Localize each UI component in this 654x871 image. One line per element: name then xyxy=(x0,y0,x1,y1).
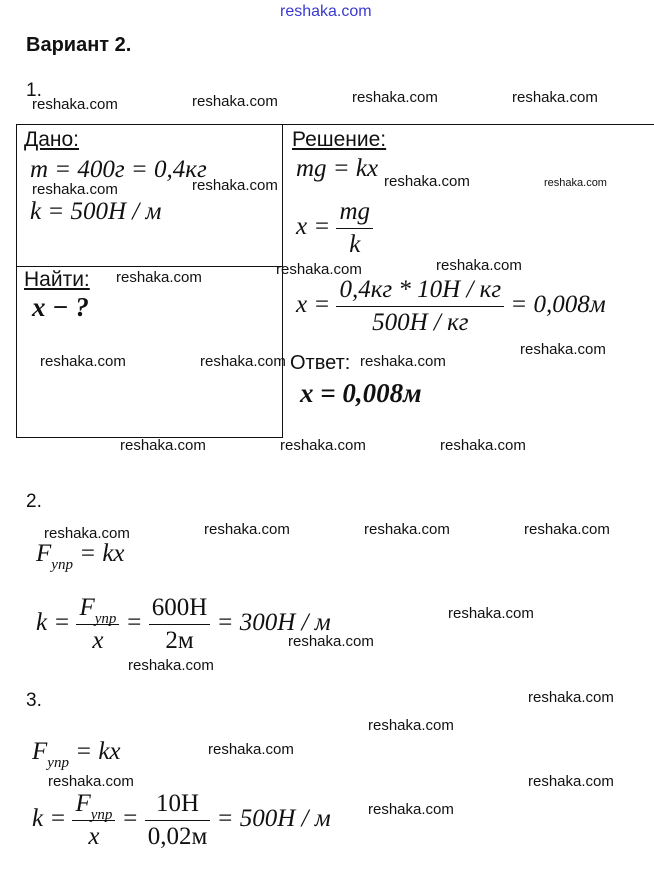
fraction-denominator: k xyxy=(349,231,361,258)
p3-k-eq: k = xyxy=(32,805,67,833)
table-left-border xyxy=(16,124,17,438)
solution-calculation xyxy=(296,276,606,337)
watermark: reshaka.com xyxy=(192,177,278,194)
p2-eq-rhs: = kx xyxy=(72,540,125,567)
watermark: reshaka.com xyxy=(352,89,438,106)
watermark: reshaka.com xyxy=(384,173,470,190)
problem-3-number: 3. xyxy=(26,690,42,711)
problem-2-number: 2. xyxy=(26,491,42,512)
watermark: reshaka.com xyxy=(288,633,374,650)
p2-k-eq: k = xyxy=(36,609,71,637)
p2-k-calculation xyxy=(36,594,331,655)
page-title: Вариант 2. xyxy=(26,34,132,56)
problem-1-number: 1. xyxy=(26,80,42,101)
given-mass: m = 400г = 0,4кг xyxy=(30,156,207,183)
watermark: reshaka.com xyxy=(204,521,290,538)
watermark: reshaka.com xyxy=(544,177,607,189)
calc-result: = 0,008м xyxy=(510,291,606,319)
given-stiffness: k = 500Н / м xyxy=(30,198,162,225)
table-middle-border xyxy=(282,124,283,438)
watermark: reshaka.com xyxy=(364,521,450,538)
watermark: reshaka.com xyxy=(440,437,526,454)
p2-F-num-sub: упр xyxy=(94,611,117,627)
solution-label: Решение: xyxy=(292,128,387,151)
watermark: reshaka.com xyxy=(368,717,454,734)
watermark: reshaka.com xyxy=(40,353,126,370)
watermark: reshaka.com xyxy=(528,689,614,706)
find-label: Найти: xyxy=(24,268,90,291)
p2-F-subscript: упр xyxy=(51,557,73,573)
p2-value-denominator: 2м xyxy=(165,627,194,654)
watermark: reshaka.com xyxy=(120,437,206,454)
answer-value: x = 0,008м xyxy=(300,378,422,408)
watermark: reshaka.com xyxy=(32,96,118,113)
table-given-find-divider xyxy=(16,266,283,267)
answer-label: Ответ: xyxy=(290,352,351,374)
watermark: reshaka.com xyxy=(208,741,294,758)
watermark: reshaka.com xyxy=(436,257,522,274)
p2-fraction-values xyxy=(149,594,211,655)
x-equals-2: x = xyxy=(296,291,331,319)
watermark: reshaka.com xyxy=(128,657,214,674)
p3-result: = 500Н / м xyxy=(216,805,331,833)
p3-eq-sign: = xyxy=(121,805,139,833)
fraction-numerator: mg xyxy=(336,198,373,229)
watermark: reshaka.com xyxy=(512,89,598,106)
p2-force-equation xyxy=(36,540,125,573)
solution-equation: mg = kx xyxy=(296,155,379,182)
watermark: reshaka.com xyxy=(360,353,446,370)
watermark: reshaka.com xyxy=(524,521,610,538)
p3-value-denominator: 0,02м xyxy=(147,823,208,850)
watermark: reshaka.com xyxy=(200,353,286,370)
x-equals: x = xyxy=(296,213,331,241)
p2-F-numerator xyxy=(76,594,119,625)
p3-F-num-sub: упр xyxy=(90,807,113,823)
fraction-calc xyxy=(336,276,504,337)
p2-result: = 300Н / м xyxy=(216,609,331,637)
calc-denominator: 500Н / кг xyxy=(372,309,469,336)
p2-eq-sign: = xyxy=(125,609,143,637)
watermark: reshaka.com xyxy=(520,341,606,358)
watermark: reshaka.com xyxy=(48,773,134,790)
p3-fraction-F-over-x xyxy=(72,790,115,851)
p3-x-denominator: x xyxy=(88,823,100,850)
p3-F-subscript: упр xyxy=(47,755,69,771)
p3-fraction-values xyxy=(145,790,211,851)
table-top-border xyxy=(16,124,654,125)
watermark-top: reshaka.com xyxy=(280,3,372,20)
find-value: x − ? xyxy=(32,292,89,322)
given-label: Дано: xyxy=(24,128,80,151)
p3-F-numerator xyxy=(72,790,115,821)
p3-F: F xyxy=(32,738,48,765)
fraction-mg-over-k xyxy=(336,198,373,259)
watermark: reshaka.com xyxy=(448,605,534,622)
watermark: reshaka.com xyxy=(32,181,118,198)
p3-F-num-letter: F xyxy=(75,790,91,817)
p3-eq-rhs: = kx xyxy=(68,738,121,765)
p3-value-numerator: 10Н xyxy=(145,790,211,821)
calc-numerator: 0,4кг * 10Н / кг xyxy=(336,276,504,307)
p2-value-numerator: 600Н xyxy=(149,594,211,625)
p2-F: F xyxy=(36,540,52,567)
p2-fraction-F-over-x xyxy=(76,594,119,655)
watermark: reshaka.com xyxy=(528,773,614,790)
p3-force-equation xyxy=(32,738,121,771)
p2-x-denominator: x xyxy=(92,627,104,654)
p2-F-num-letter: F xyxy=(79,594,95,621)
p3-k-calculation xyxy=(32,790,331,851)
watermark: reshaka.com xyxy=(44,525,130,542)
watermark: reshaka.com xyxy=(276,261,362,278)
watermark: reshaka.com xyxy=(280,437,366,454)
watermark: reshaka.com xyxy=(192,93,278,110)
solution-formula xyxy=(296,198,373,259)
watermark: reshaka.com xyxy=(116,269,202,286)
watermark: reshaka.com xyxy=(368,801,454,818)
